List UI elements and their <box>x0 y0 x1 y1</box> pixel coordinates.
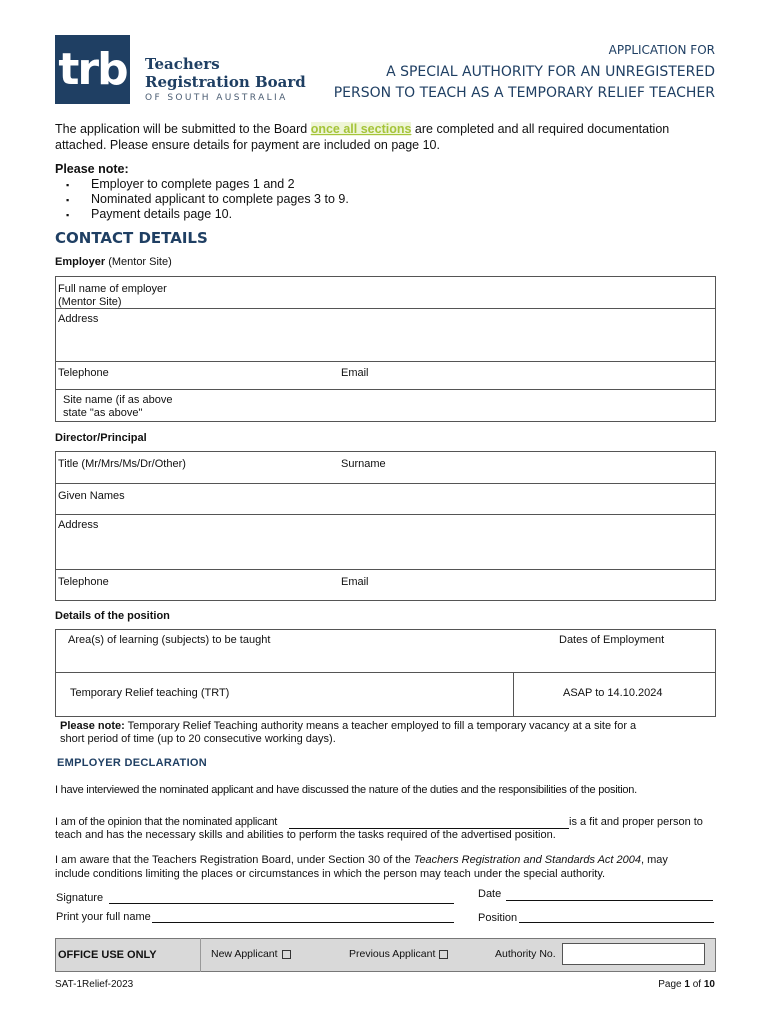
please-note-trt-line2: short period of time (up to 20 consecutive working days). <box>60 733 336 745</box>
note-item-text: Nominated applicant to complete pages 3 to 9. <box>91 192 349 206</box>
intro-line2: attached. Please ensure details for payment are included on page 10. <box>55 138 440 152</box>
new-applicant-checkbox[interactable] <box>282 950 291 959</box>
declaration-para2-b: is a fit and proper person to <box>569 816 703 828</box>
office-use-label: OFFICE USE ONLY <box>58 949 157 961</box>
employer-address-label[interactable]: Address <box>58 313 99 325</box>
page-number: Page 1 of 10 <box>658 979 715 990</box>
director-address-field[interactable]: Address <box>58 519 99 531</box>
director-table <box>55 451 716 601</box>
print-name-label: Print your full name <box>56 911 151 923</box>
previous-applicant-option[interactable] <box>349 948 448 960</box>
bullet-icon: ▪ <box>66 180 70 190</box>
director-given-names-field[interactable]: Given Names <box>58 490 125 502</box>
position-sign-label: Position <box>478 912 518 924</box>
authority-no-label: Authority No. <box>495 948 556 960</box>
note-item <box>66 206 233 223</box>
please-note-label: Please note: <box>60 720 125 732</box>
form-title-line2: A SPECIAL AUTHORITY FOR AN UNREGISTERED <box>386 64 715 80</box>
employer-telephone-label[interactable]: Telephone <box>58 367 109 379</box>
areas-value[interactable]: Temporary Relief teaching (TRT) <box>70 687 230 699</box>
director-email-field[interactable]: Email <box>341 576 369 588</box>
form-title-line3: PERSON TO TEACH AS A TEMPORARY RELIEF TEACHER <box>333 85 715 101</box>
please-note-trt <box>60 720 636 732</box>
employer-label-text: Employer <box>55 256 106 268</box>
position-line[interactable] <box>519 922 714 923</box>
declaration-para2-line2: teach and has the necessary skills and abilities to perform the tasks required of the advertised position. <box>55 829 556 841</box>
site-name-label[interactable]: Site name (if as above state "as above" <box>63 394 173 419</box>
date-line[interactable] <box>506 900 713 901</box>
act-title: Teachers Registration and Standards Act 2004 <box>413 854 642 866</box>
employer-full-name-label: Full name of employer (Mentor Site) <box>58 283 167 308</box>
declaration-para1: I have interviewed the nominated applicant and have discussed the nature of the duties and the responsibilities of the position. <box>55 784 637 796</box>
bullet-icon: ▪ <box>66 195 70 205</box>
please-note-heading: Please note: <box>55 162 129 176</box>
intro-highlight-link[interactable]: once all sections <box>310 122 412 136</box>
org-name-line3: OF SOUTH AUSTRALIA <box>145 93 288 103</box>
trb-logo: trb <box>55 35 130 104</box>
employer-label <box>55 256 172 268</box>
director-surname-field[interactable]: Surname <box>341 458 386 470</box>
employer-declaration-title: EMPLOYER DECLARATION <box>57 757 208 769</box>
dates-header: Dates of Employment <box>559 634 665 646</box>
previous-applicant-label: Previous Applicant <box>349 948 436 960</box>
date-label: Date <box>478 888 502 900</box>
new-applicant-label: New Applicant <box>211 948 278 960</box>
signature-line[interactable] <box>109 903 454 904</box>
org-name-line1: Teachers <box>145 55 220 73</box>
signature-label: Signature <box>56 892 104 904</box>
declaration-para3-line2: include conditions limiting the places or circumstances in which the person may teach under the special authority. <box>55 868 606 880</box>
director-title-field[interactable]: Title (Mr/Mrs/Ms/Dr/Other) <box>58 458 186 470</box>
bullet-icon: ▪ <box>66 210 70 220</box>
form-code: SAT-1Relief-2023 <box>55 979 134 990</box>
note-item-text: Employer to complete pages 1 and 2 <box>91 177 295 191</box>
print-name-line[interactable] <box>152 922 454 923</box>
please-note-text: Temporary Relief Teaching authority means a teacher employed to fill a temporary vacancy at a site for a <box>124 720 637 732</box>
previous-applicant-checkbox[interactable] <box>439 950 448 959</box>
new-applicant-option[interactable] <box>211 948 291 960</box>
employer-email-label[interactable]: Email <box>341 367 369 379</box>
contact-details-title: CONTACT DETAILS <box>55 229 208 247</box>
position-label: Details of the position <box>55 610 170 622</box>
intro-paragraph <box>55 121 669 137</box>
intro-text: The application will be submitted to the Board <box>55 122 311 136</box>
note-item-text: Payment details page 10. <box>91 207 233 221</box>
org-name-line2: Registration Board <box>145 73 306 91</box>
dates-value[interactable]: ASAP to 14.10.2024 <box>563 687 663 699</box>
director-label: Director/Principal <box>55 432 147 444</box>
form-title-line1: APPLICATION FOR <box>608 43 715 57</box>
declaration-para3: I am aware that the Teachers Registration Board, under Section 30 of the Teachers Registration and Standards Act 2004, may <box>55 854 668 866</box>
intro-text-after: are completed and all required documentation <box>411 122 670 136</box>
employer-sub-text: (Mentor Site) <box>105 256 172 268</box>
director-telephone-field[interactable]: Telephone <box>58 576 109 588</box>
authority-no-input[interactable] <box>562 943 705 965</box>
areas-header: Area(s) of learning (subjects) to be taught <box>68 634 271 646</box>
declaration-para2-a: I am of the opinion that the nominated applicant <box>55 816 278 828</box>
